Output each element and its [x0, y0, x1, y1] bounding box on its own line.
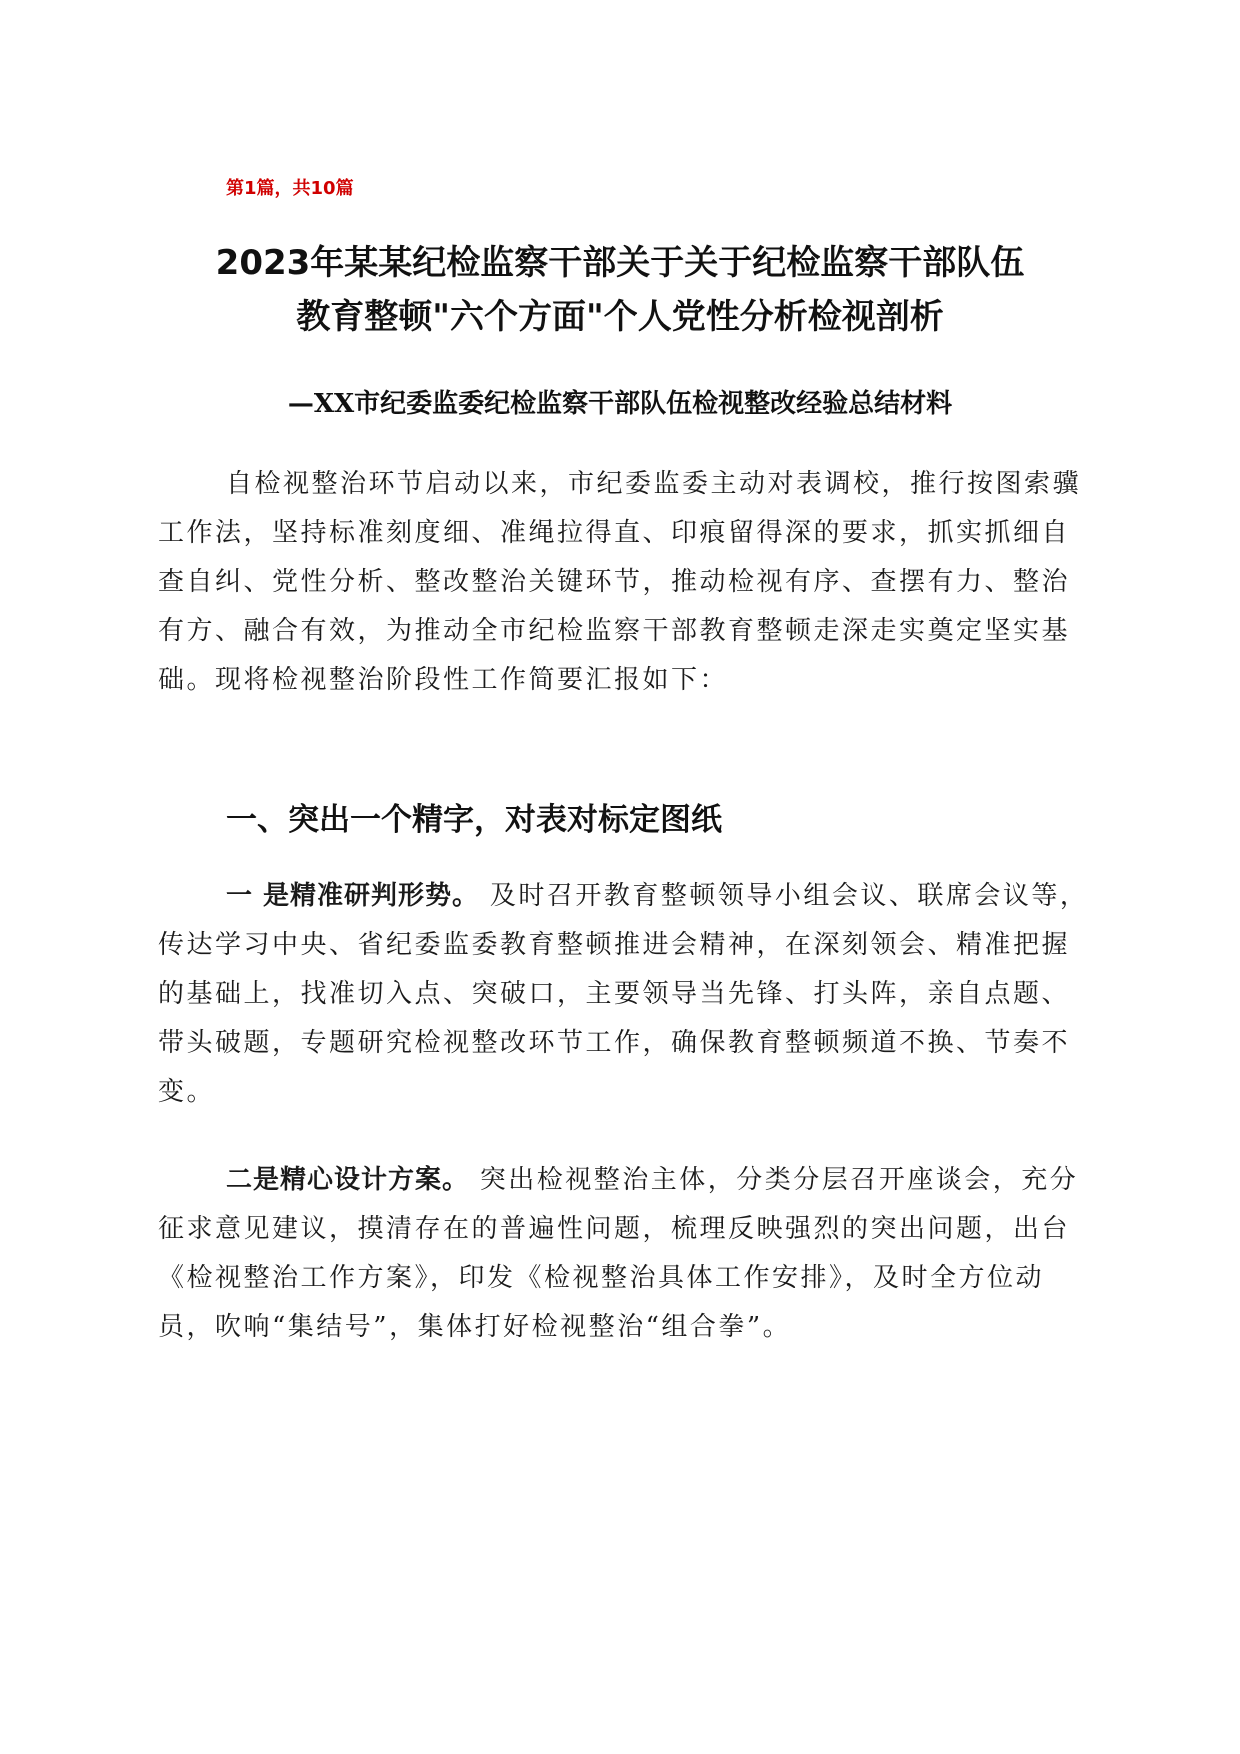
point-2-paragraph: [158, 1156, 1098, 1352]
point-1-lead: 一 是精准研判形势。: [226, 881, 480, 911]
point-1-body: 及时召开教育整顿领导小组会议、联席会议等，传达学习中央、省纪委监委教育整顿推进会精神，在深刻领会、精准把握的基础上，找准切入点、突破口，主要领导当先锋、打头阵，亲自点题、带头破题，专题研究检视整改环节工作，确保教育整顿频道不换、节奏不变。: [158, 881, 1089, 1107]
document-subtitle: —XX市纪委监委纪检监察干部队伍检视整改经验总结材料: [287, 389, 953, 419]
point-2-body: 突出检视整治主体，分类分层召开座谈会，充分征求意见建议，摸清存在的普遍性问题，梳理反映强烈的突出问题，出台《检视整治工作方案》，印发《检视整治具体工作安排》，及时全方位动员，吹响“集结号”，集体打好检视整治“组合拳”。: [158, 1165, 1079, 1342]
point-2-lead: 二是精心设计方案。: [226, 1165, 470, 1195]
section-heading-1: 一、突出一个精字，对表对标定图纸: [226, 802, 722, 838]
intro-paragraph: 自检视整治环节启动以来，市纪委监委主动对表调校，推行按图索骥工作法，坚持标准刻度细、准绳拉得直、印痕留得深的要求，抓实抓细自查自纠、党性分析、整改整治关键环节，推动检视有序、查摆有力、整治有方、融合有效，为推动全市纪检监察干部教育整顿走深走实奠定坚实基础。现将检视整治阶段性工作简要汇报如下：: [158, 469, 1082, 695]
document-title: [150, 236, 1090, 344]
document-counter: 第1篇，共10篇: [226, 178, 354, 199]
point-1-paragraph: [158, 872, 1098, 1117]
title-line-1: 2023年某某纪检监察干部关于关于纪检监察干部队伍: [215, 243, 1025, 283]
title-line-2: 教育整顿"六个方面"个人党性分析检视剖析: [296, 297, 944, 337]
